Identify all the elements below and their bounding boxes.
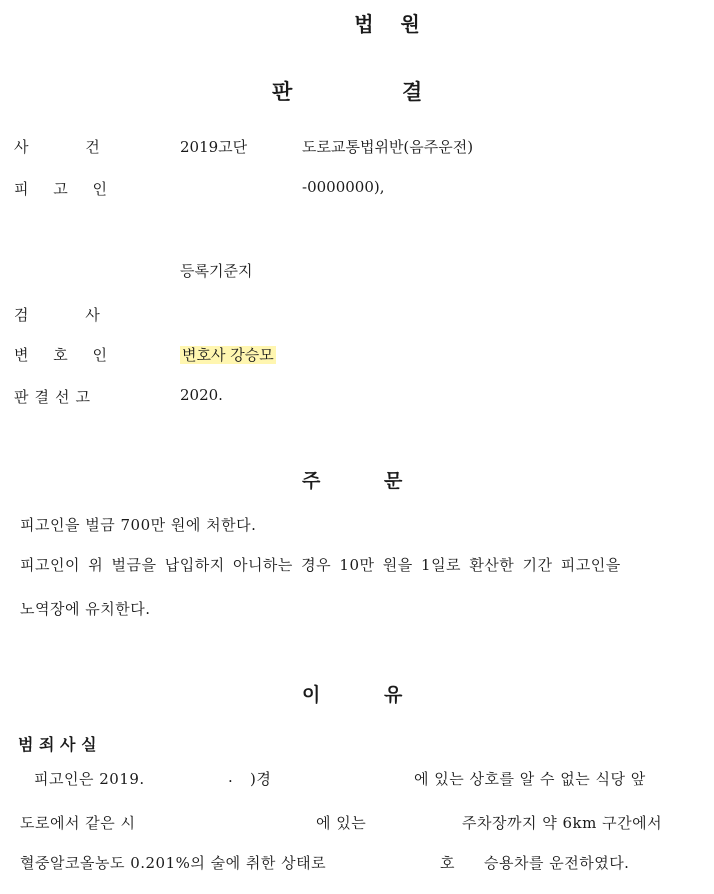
order-heading-left: 주 — [302, 470, 321, 492]
reason-heading-right: 유 — [384, 684, 403, 706]
facts-line1-a: 피고인은 2019. — [34, 770, 145, 788]
crime-facts-heading: 범 죄 사 실 — [18, 735, 97, 754]
facts-line3-b: 호 — [440, 854, 455, 872]
defendant-id: -0000000), — [302, 178, 385, 196]
sentence-date-value: 2020. — [180, 386, 223, 404]
prosecutor-label: 검 사 — [14, 306, 101, 324]
sentence-date-label: 판결선고 — [14, 388, 96, 406]
facts-line3-a: 혈중알코올농도 0.201%의 술에 취한 상태로 — [20, 854, 327, 872]
order-heading-right: 문 — [384, 470, 403, 492]
court-name: 법 원 — [354, 12, 430, 36]
counsel-name: 변호사 강승모 — [182, 346, 274, 364]
reason-heading-left: 이 — [302, 684, 321, 706]
order-line-2: 피고인이 위 벌금을 납입하지 아니하는 경우 10만 원을 1일로 환산한 기간 피고인을 — [20, 556, 621, 574]
registration-label: 등록기준지 — [180, 262, 253, 280]
case-charge: 도로교통법위반(음주운전) — [302, 138, 474, 156]
judgment-title-right: 결 — [402, 79, 423, 104]
facts-line2-b: 에 있는 — [316, 814, 367, 832]
facts-line1-d: 에 있는 상호를 알 수 없는 식당 앞 — [414, 770, 646, 788]
order-line-1: 피고인을 벌금 700만 원에 처한다. — [20, 516, 257, 534]
facts-line2-c: 주차장까지 약 6km 구간에서 — [462, 814, 663, 832]
case-number: 2019고단 — [180, 138, 248, 156]
judgment-title-left: 판 — [272, 79, 293, 104]
facts-line3-c: 승용차를 운전하였다. — [484, 854, 630, 872]
facts-line1-b: . — [228, 768, 234, 786]
defendant-label: 피 고 인 — [14, 180, 109, 198]
counsel-label: 변 호 인 — [14, 346, 109, 364]
facts-line1-c: )경 — [250, 770, 272, 788]
order-line-3: 노역장에 유치한다. — [20, 600, 151, 618]
case-label: 사 건 — [14, 138, 101, 156]
facts-line2-a: 도로에서 같은 시 — [20, 814, 136, 832]
